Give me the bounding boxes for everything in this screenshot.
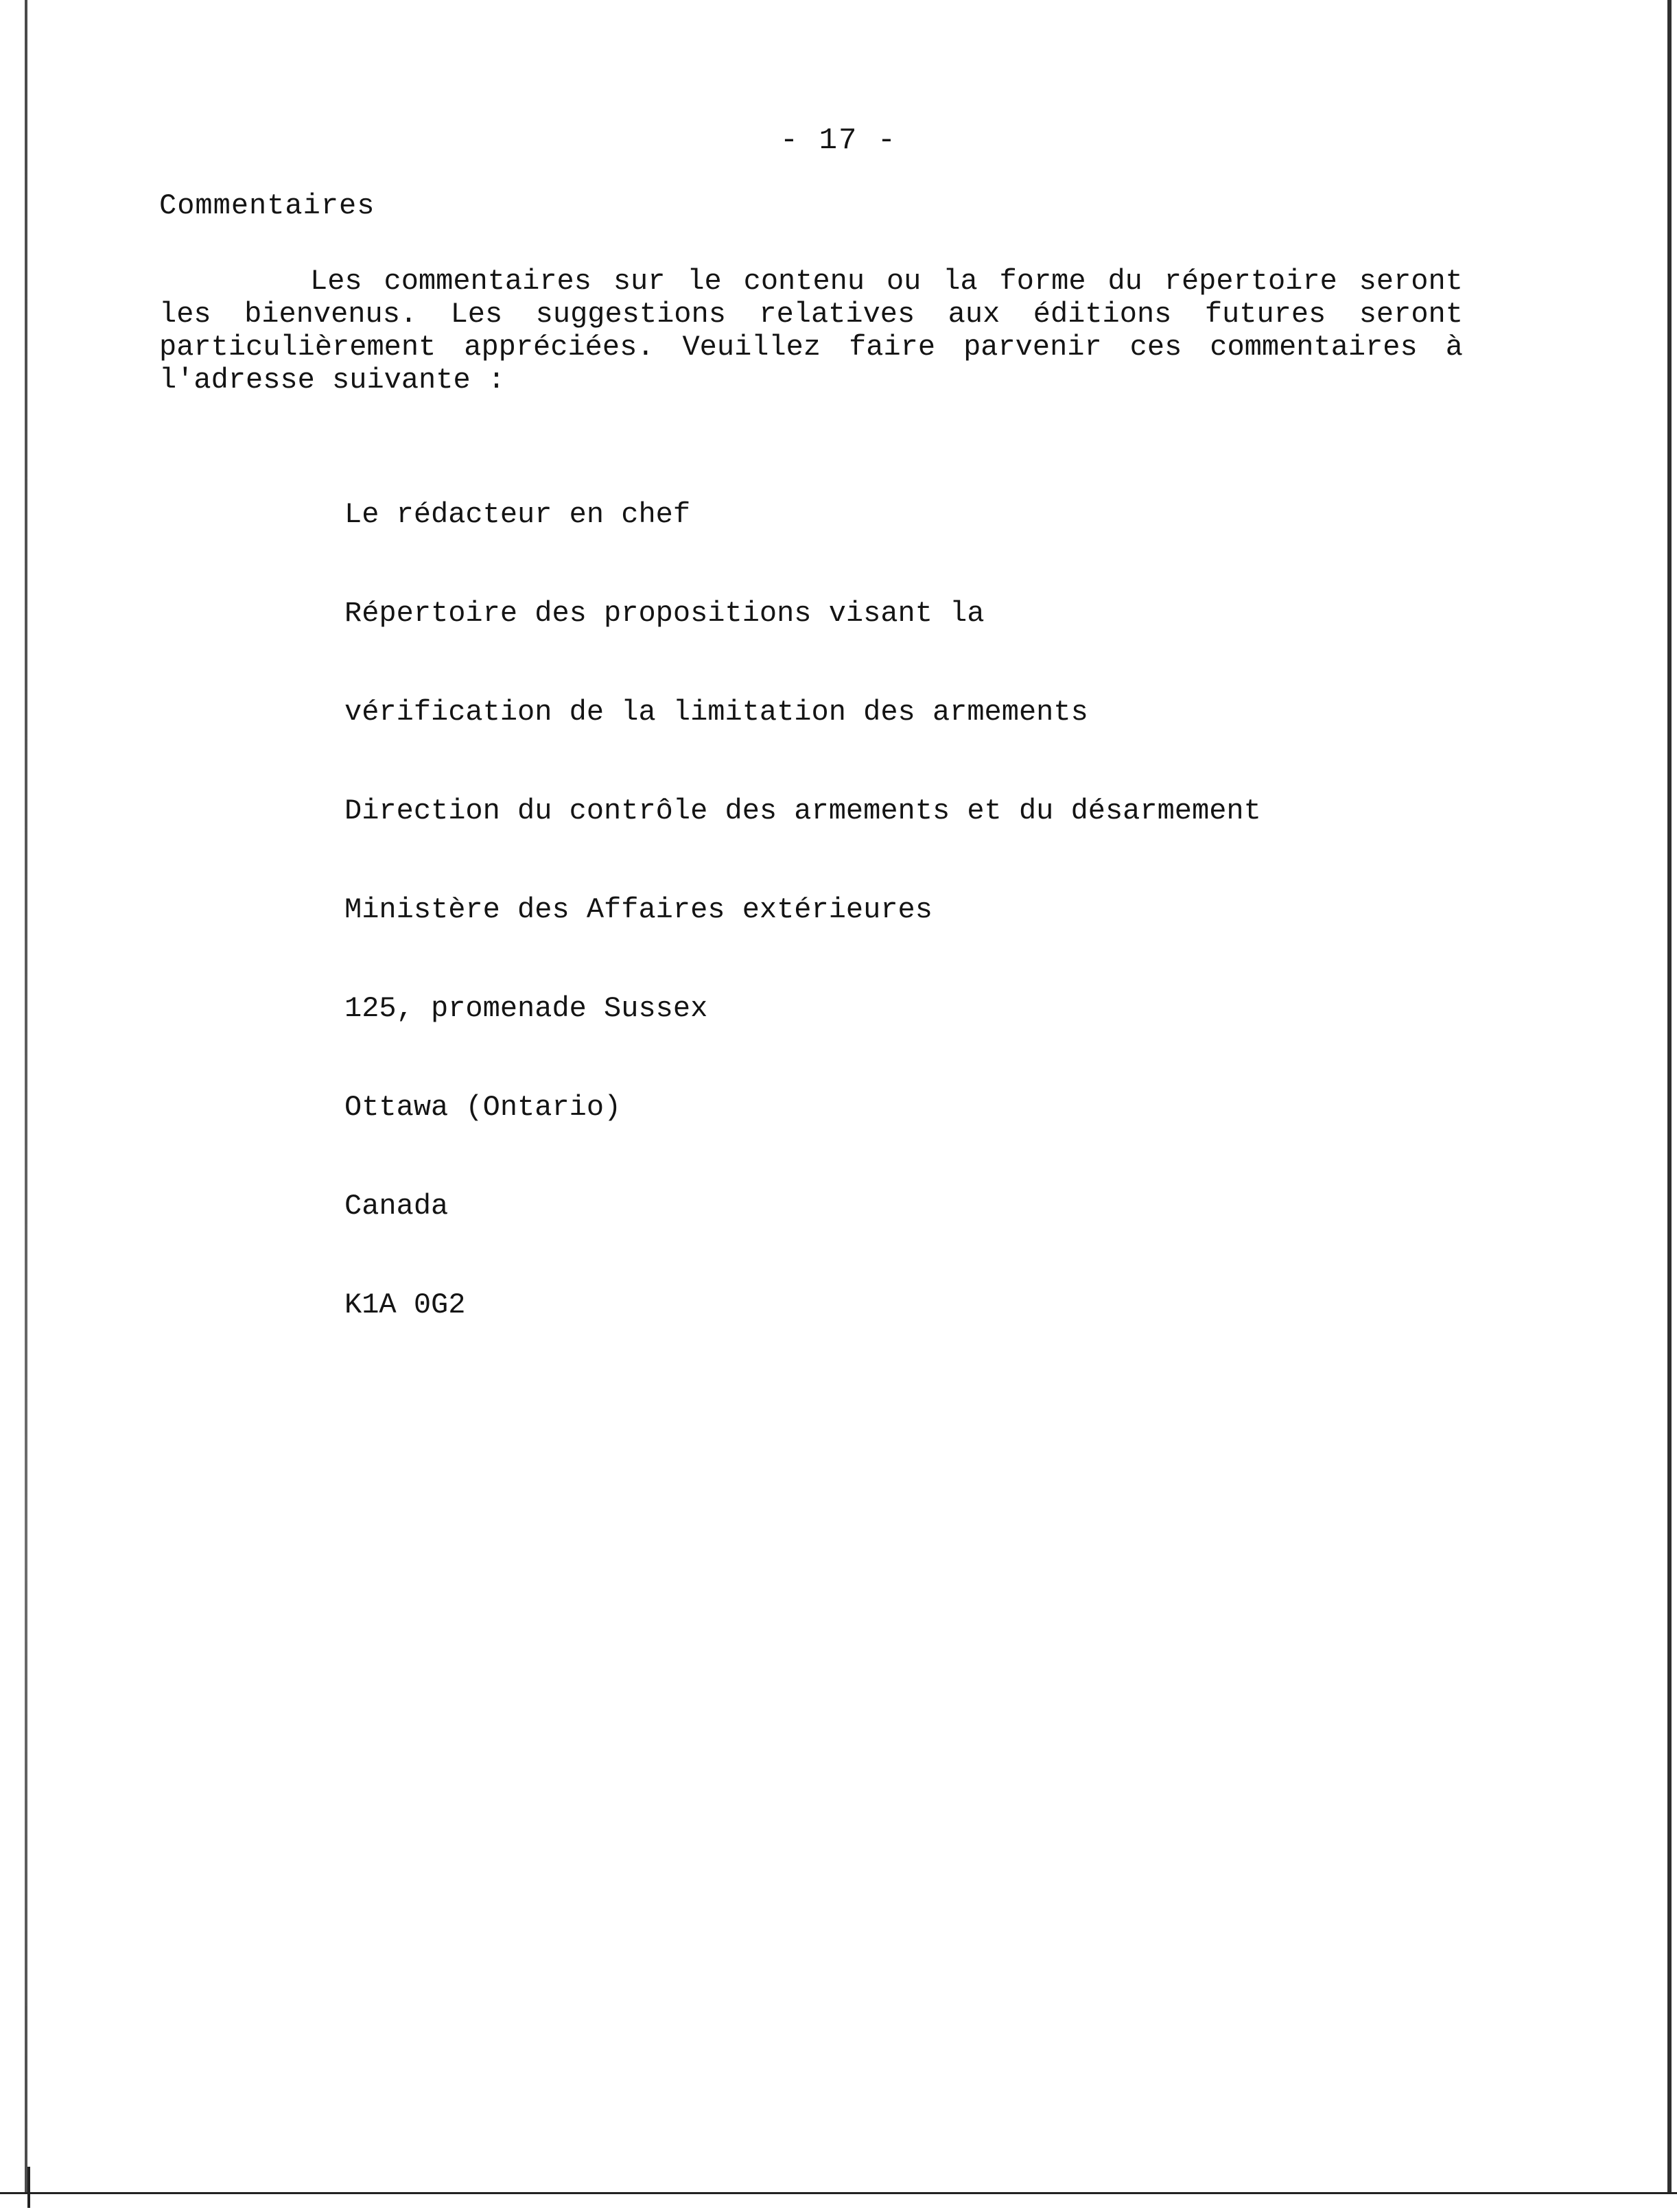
address-line-city: Ottawa (Ontario) (344, 1091, 622, 1124)
word: Les (310, 265, 362, 298)
word: sur (613, 265, 666, 298)
word: Veuillez (682, 331, 821, 364)
word: faire (849, 331, 936, 364)
word: seront (1359, 298, 1463, 331)
address-line-street: 125, promenade Sussex (344, 992, 708, 1025)
address-line-ministry: Ministère des Affaires extérieures (344, 893, 933, 926)
address-line-postal-code: K1A 0G2 (344, 1289, 466, 1321)
word: commentaires (384, 265, 591, 298)
paragraph-line (159, 364, 1463, 397)
word: l'adresse suivante : (159, 364, 506, 397)
word: ou (886, 265, 922, 298)
word: le (687, 265, 722, 298)
word: répertoire (1164, 265, 1337, 298)
paragraph-line (159, 298, 1463, 331)
scan-edge-bottom (0, 2192, 1677, 2212)
scan-edge-right (1667, 0, 1672, 2212)
word: la (943, 265, 978, 298)
word: suggestions (535, 298, 726, 331)
word: contenu (743, 265, 865, 298)
word: ces (1129, 331, 1182, 364)
page-number: - 17 - (779, 123, 898, 158)
scan-corner-mark (27, 2167, 51, 2208)
word: parvenir (963, 331, 1102, 364)
word: relatives (759, 298, 915, 331)
paragraph-line (159, 265, 1463, 298)
word: futures (1204, 298, 1326, 331)
address-line-recipient: Le rédacteur en chef (344, 498, 691, 531)
word: aux (948, 298, 1000, 331)
word: éditions (1033, 298, 1172, 331)
word: forme (999, 265, 1086, 298)
address-line-country: Canada (344, 1190, 449, 1223)
word: Les (450, 298, 503, 331)
section-heading: Commentaires (159, 189, 375, 222)
scan-edge-left (25, 0, 27, 2212)
address-line-publication-cont: vérification de la limitation des armements (344, 696, 1088, 729)
paragraph-line (159, 331, 1463, 364)
word: les (159, 298, 211, 331)
address-line-division: Direction du contrôle des armements et du désarmement (344, 795, 1261, 827)
word: commentaires (1210, 331, 1418, 364)
word: du (1107, 265, 1142, 298)
word: appréciées. (464, 331, 655, 364)
mailing-address (344, 432, 1261, 1387)
address-line-publication: Répertoire des propositions visant la (344, 597, 985, 630)
word: seront (1359, 265, 1463, 298)
word: bienvenus. (244, 298, 418, 331)
word: particulièrement (159, 331, 436, 364)
body-paragraph (159, 265, 1463, 397)
word: à (1445, 331, 1463, 364)
